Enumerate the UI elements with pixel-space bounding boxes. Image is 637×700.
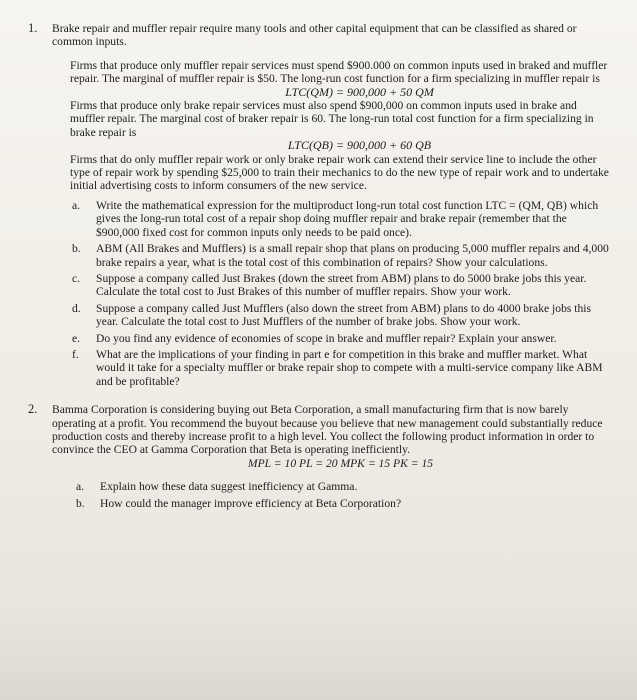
- subquestion-label: b.: [72, 242, 81, 256]
- subquestion-label: b.: [76, 496, 85, 510]
- subquestion-list: [70, 199, 609, 388]
- paragraph-extension: Firms that do only muffler repair work or only brake repair work can extend their service line to include the other type of repair work by spending $25,000 to train their mechanics to do the new type of repair work and to undertake initial advertising costs to inform consumers of the new service.: [70, 152, 609, 193]
- question-body: [52, 403, 609, 513]
- subquestion-text: Write the mathematical expression for the multiproduct long-run total cost function LTC = (QM, QB) which gives the long-run total cost of a repair shop doing muffler repair and brake repair (remember that the $900,000 fixed cost for common inputs only needs to be paid once).: [96, 198, 599, 239]
- subquestion-text: Explain how these data suggest inefficiency at Gamma.: [100, 480, 358, 494]
- subquestion-label: f.: [72, 347, 79, 361]
- question-intro: Brake repair and muffler repair require many tools and other capital equipment that can be classified as shared or common inputs.: [52, 22, 577, 49]
- subquestion-label: c.: [72, 271, 81, 285]
- equation-muffler-cost: LTC(QM) = 900,000 + 50 QM: [285, 84, 434, 99]
- subquestion-list: [52, 480, 609, 510]
- subquestion-b: [74, 497, 609, 510]
- subquestion-label: a.: [72, 198, 81, 212]
- subquestion-text: Suppose a company called Just Mufflers (also down the street from ABM) plans to do 4000 brake jobs this year. Calculate the total cost to Just Mufflers of the number of brake jobs. Show your work.: [96, 301, 592, 329]
- subquestion-b: [70, 242, 609, 269]
- subquestion-e: [70, 332, 609, 345]
- subquestion-d: [70, 302, 609, 329]
- subquestion-text: Suppose a company called Just Brakes (down the street from ABM) plans to do 5000 brake jobs this year. Calculate the total cost to Just Brakes of this number of muffler repairs. Show your work.: [96, 271, 587, 299]
- paragraph-bamma: Bamma Corporation is considering buying out Beta Corporation, a small manufacturing firm that is now barely operating at a profit. You recommend the buyout because you believe that new management could substantially reduce production costs and thereby increase profit to a high level. You collect the following product information in order to convince the CEO at Gamma Corporation that Beta is operating inefficiently.: [52, 403, 603, 457]
- subquestion-f: [70, 348, 609, 388]
- subquestion-label: a.: [76, 480, 85, 494]
- question-body: [52, 22, 609, 391]
- page-shadow: [0, 610, 637, 700]
- question-1: [28, 22, 609, 391]
- subquestion-text: ABM (All Brakes and Mufflers) is a small repair shop that plans on producing 5,000 muffler repairs and 4,000 brake repairs a year, what is the total cost of this combination of repairs? Show your calculations.: [96, 242, 609, 269]
- subquestion-a: [74, 480, 609, 493]
- paragraph-muffler: Firms that produce only muffler repair services must spend $900.000 on common inputs used in braked and muffler repair. The marginal of muffler repair is $50. The long-run cost function for a firm specializing in muffler repair is: [70, 58, 608, 86]
- question-number: 1.: [28, 21, 38, 35]
- subquestion-text: Do you find any evidence of economies of scope in brake and muffler repair? Explain your answer.: [96, 331, 557, 345]
- equation-brake-cost: LTC(QB) = 900,000 + 60 QB: [287, 138, 432, 153]
- question-2: [28, 403, 609, 513]
- subquestion-text: How could the manager improve efficiency at Beta Corporation?: [100, 496, 402, 510]
- subquestion-text: What are the implications of your finding in part e for competition in this brake and muffler market. What would it take for a specialty muffler or brake repair shop to compete with a multi-service company like ABM and be profitable?: [96, 347, 603, 388]
- equation-marginal-products: MPL = 10 PL = 20 MPK = 15 PK = 15: [247, 456, 434, 470]
- question-number: 2.: [28, 402, 38, 417]
- paragraph-brake: Firms that produce only brake repair services must also spend $900,000 on common inputs used in brake and muffler repair. The marginal cost of braker repair is 60. The long-run total cost function for a firm specializing in brake repair is: [70, 99, 594, 139]
- subquestion-label: d.: [72, 301, 81, 315]
- subquestion-label: e.: [72, 331, 81, 345]
- subquestion-c: [70, 272, 609, 299]
- subquestion-a: [70, 199, 609, 239]
- question-context: [70, 59, 609, 388]
